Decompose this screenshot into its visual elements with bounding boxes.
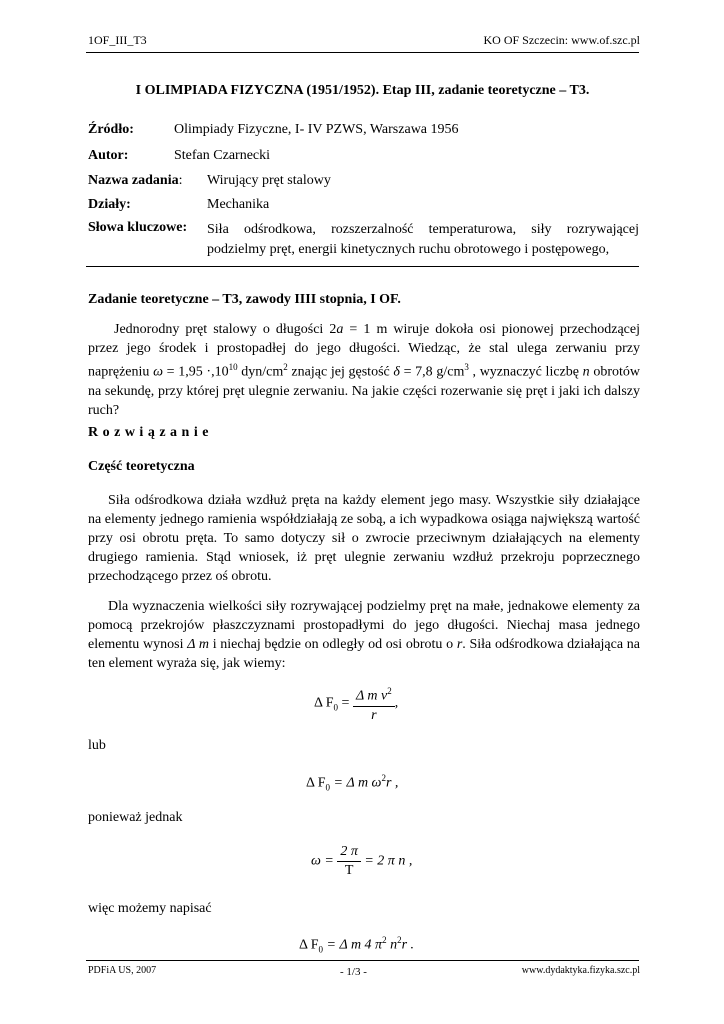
equation-3-fraction: $\frac{2 \pi}{T}$: [337, 843, 361, 880]
meta-fields-label: Działy:: [88, 197, 131, 212]
footer-page-number: - 1/3 -: [340, 966, 367, 978]
meta-task-value: Wirujący pręt stalowy: [207, 173, 331, 188]
footer-rule: [86, 960, 639, 961]
equation-2: Δ $F_0 = \Delta$ m $\omega^2r$ ,: [306, 773, 399, 793]
equation-1: Δ $F_0$ = $\frac{\Delta m v^2}{r}$ ,: [314, 682, 398, 725]
equation-3: ω = $\frac{2 \pi}{T}$ = 2 π n ,: [311, 844, 413, 878]
meta-keywords-value: Siła odśrodkowa, rozszerzalność temperaturowa, siły rozrywającej podzielmy pręt, energii kinetycznych ruchu obrotowego i postępowego,: [207, 222, 639, 257]
text-since: ponieważ jednak: [88, 810, 183, 825]
footer-left: PDFiA US, 2007: [88, 965, 157, 976]
meta-task-label: Nazwa zadania:: [88, 173, 183, 188]
text-thus: więc możemy napisać: [88, 901, 212, 916]
meta-keywords-label: Słowa kluczowe:: [88, 220, 188, 235]
meta-source-value: Olimpiady Fizyczne, I- IV PZWS, Warszawa 1956: [174, 122, 459, 137]
header-left: 1OF_III_T3: [88, 33, 147, 47]
problem-heading: Zadanie teoretyczne – T3, zawody IIII stopnia, I OF.: [88, 292, 401, 307]
equation-1-fraction: $\frac{\Delta m v^2}{r}$: [353, 682, 395, 725]
meta-author-value: Stefan Czarnecki: [174, 148, 271, 163]
meta-source-label: Źródło:: [88, 122, 134, 137]
problem-text: Jednorodny pręt stalowy o długości 2a = 1 m wiruje dokoła osi pionowej przechodzącej przez jego środek i prostopadłej do jego długości. Wiedząc, że stal ulega zerwaniu przy naprężeniu $\omega = 1,95 \cdot,10^{10}$ dyn/$cm^2$ znając jej gęstość δ = 7,8 $g/cm^3$ , wyznaczyć liczbę n obrotów na sekundę, przy której pręt ulegnie zerwaniu. Na jakie części rozerwanie się pręt i jaki ich dalszy ruch?: [88, 322, 640, 418]
theory-heading: Część teoretyczna: [88, 459, 195, 474]
meta-rule: [86, 266, 639, 267]
equation-4: Δ $F_0 = \Delta$ m 4 $\pi^2$ $n^2r$ .: [299, 935, 415, 955]
theory-paragraph-2: Dla wyznaczenia wielkości siły rozrywającej podzielmy pręt na małe, jednakowe elementy za pomocą przekrojów płaszczyznami prostopadłymi do jego długości. Niechaj masa jednego elementu wynosi Δ m i niechaj będzie on odległy od osi obrotu o r. Siła odśrodkowa działająca na ten element wyraża się, jak wiemy:: [88, 599, 641, 671]
meta-author-label: Autor:: [88, 148, 129, 163]
theory-paragraph-1: Siła odśrodkowa działa wzdłuż pręta na każdy element jego masy. Wszystkie siły działające na elementy jednego ramienia współdziałają ze sobą, a ich wypadkowa osiąga największą wartość przy osi obrotu pręta. To samo dotyczy sił o zwrocie przeciwnym działających na elementy drugiego ramienia. Stąd wniosek, iż pręt ulegnie zerwaniu wzdłuż przekroju poprzecznego przechodzącego przez oś obrotu.: [88, 493, 640, 584]
header-right: KO OF Szczecin: www.of.szc.pl: [483, 33, 640, 47]
header-rule: [86, 52, 639, 53]
solution-heading: R o z w i ą z a n i e: [88, 425, 209, 440]
page-title: I OLIMPIADA FIZYCZNA (1951/1952). Etap III, zadanie teoretyczne – T3.: [135, 83, 590, 98]
meta-fields-value: Mechanika: [207, 197, 270, 212]
text-lub: lub: [88, 738, 106, 753]
footer-right: www.dydaktyka.fizyka.szc.pl: [521, 965, 640, 976]
